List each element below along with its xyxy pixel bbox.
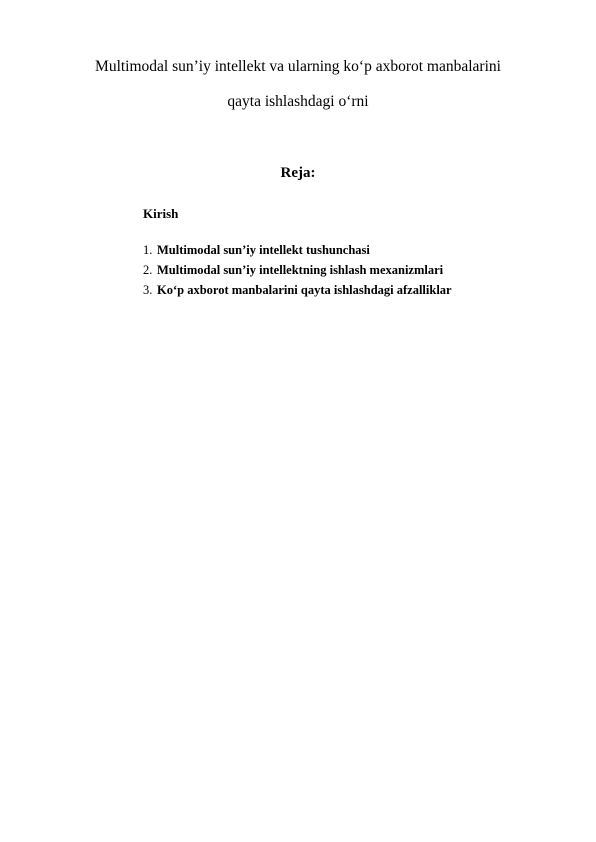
plan-item-1 [143,240,452,260]
plan-item-number: 3. [143,283,153,297]
plan-item-text: Ko‘p axborot manbalarini qayta ishlashdagi afzalliklar [157,283,452,297]
plan-item-3 [143,280,452,300]
plan-item-number: 2. [143,263,153,277]
document-title-line-2: qayta ishlashdagi o‘rni [227,93,369,110]
plan-list [143,240,452,300]
plan-item-2 [143,260,452,280]
plan-item-number: 1. [143,243,153,257]
intro-item: Kirish [143,206,179,221]
plan-heading: Reja: [280,165,316,181]
plan-item-text: Multimodal sun’iy intellekt tushunchasi [157,243,370,257]
document-title-line-1: Multimodal sun’iy intellekt va ularning ko‘p axborot manbalarini [95,58,501,75]
plan-item-text: Multimodal sun’iy intellektning ishlash mexanizmlari [157,263,444,277]
